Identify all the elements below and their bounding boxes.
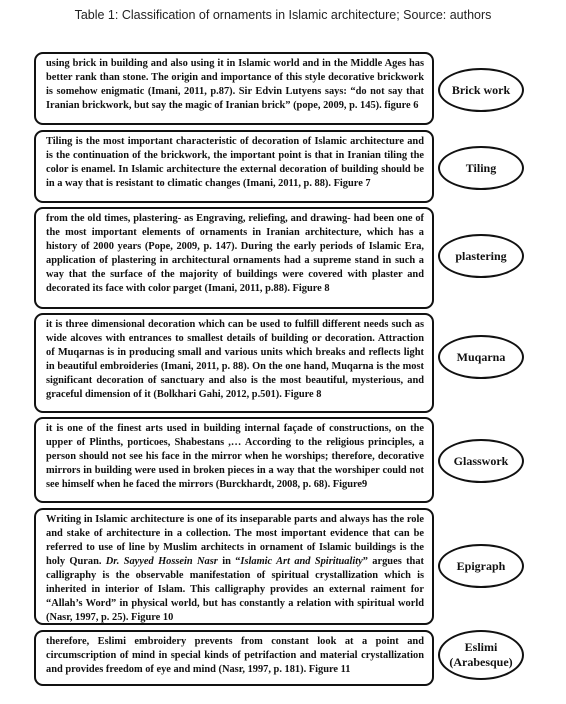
description-text-muqarna: it is three dimensional decoration which can be used to fulfill different needs such as wide alcoves with entrances to smallest details of building or decoration. Attraction of Muqarnas is in producing small and various units which breaks and reflects light in beautiful embroideries (Imani, 2011, p. 88). On the one hand, Muqarna is the most significant decoration of sanctuary and also is the most beautiful, mysterious, and graceful dimension of it (Bolkhari Gahi, 2012, p.501). Figure 8 [46,319,424,400]
table-caption: Table 1: Classification of ornaments in Islamic architecture; Source: authors [74,8,492,22]
label-oval-glasswork [438,439,524,483]
description-text-eslimi: therefore, Eslimi embroidery prevents from constant look at a point and circumscription of mind in special kinds of petrifaction and material crystallization and provides freedom of eye and mind (Nasr, 1997, p. 181). Figure 11 [46,636,424,675]
description-text-brick-work: using brick in building and also using it in Islamic world and in the Middle Ages has better rank than stone. The origin and importance of this style decorative brickwork is somehow enigmatic (Imani, 2011, p.87). Sir Edvin Lutyens says: “do not say that Iranian brickwork, but say the magic of Iranian brick” (pope, 2009, p. 145). figure 6 [46,58,424,111]
label-arabesque: (Arabesque) [449,655,513,669]
label-oval-epigraph [438,544,524,588]
label-muqarna: Muqarna [456,349,506,364]
description-text-epigraph: Writing in Islamic architecture is one of its inseparable parts and always has the role and stake of architecture in a collection. The most important evidence that can be referred to use of line by Muslim architects in ornament of Islamic buildings is the holy Quran. [46,514,424,567]
description-box-eslimi [34,630,434,686]
label-eslimi: Eslimi [464,640,498,654]
label-epigraph: Epigraph [456,558,506,573]
label-oval-plastering [438,234,524,278]
label-brick-work: Brick work [451,82,511,97]
description-box-tiling [34,130,434,203]
description-box-brick-work [34,52,434,125]
description-text-plastering: from the old times, plastering- as Engraving, reliefing, and drawing- had been one of the most important elements of ornaments in Iranian architecture, which has a history of 2000 years (Pope, 2009, p. 147). During the early periods of Islamic Era, application of plastering in architectural ornaments had a supreme stand in such a way that the surface of the majority of buildings were covered with plaster and decorated its face with color parget (Imani, 2011, p.88). Figure 8 [46,213,424,294]
label-tiling: Tiling [465,160,497,175]
description-text-epigraph-end: ” argues that calligraphy is the observable manifestation of spiritual crystallization which is inherited in interior of Islam. This calligraphy provides an external raiment for “Allah’s Word” in physical world, but has constantly a relation with spiritual world (Nasr, 1997, p. 25). Figure 10 [46,556,424,623]
label-oval-tiling [438,146,524,190]
description-box-plastering [34,207,434,309]
label-oval-muqarna [438,335,524,379]
description-text-glasswork: it is one of the finest arts used in building internal façade of constructions, on the upper of Plinths, porticoes, Shabestans ,… According to the religious principles, a person should not see his face in the mirror when he worships; therefore, decorative mirrors in building were used in broken pieces in a way that the worshiper could not see himself when he faced the mirrors (Burckhardt, 2008, p. 68). Figure9 [46,423,424,490]
label-oval-brick-work [438,68,524,112]
description-box-epigraph [34,508,434,625]
label-plastering: plastering [455,248,507,263]
description-box-glasswork [34,417,434,503]
book-title: Islamic Art and Spirituality [240,556,363,567]
label-glasswork: Glasswork [453,453,509,468]
description-box-muqarna [34,313,434,413]
author-name: Dr. Sayyed Hossein Nasr [105,556,218,567]
label-oval-eslimi [438,630,524,680]
description-text-epigraph-middle: in “ [217,556,241,567]
description-text-tiling: Tiling is the most important characteristic of decoration of Islamic architecture and is the continuation of the brickwork, the important point is that in Iranian tiling the color is enamel. In Islamic architecture the external decoration of building should be in a way that is resistant to climatic changes (Imani, 2011, p. 88). Figure 7 [46,136,424,189]
